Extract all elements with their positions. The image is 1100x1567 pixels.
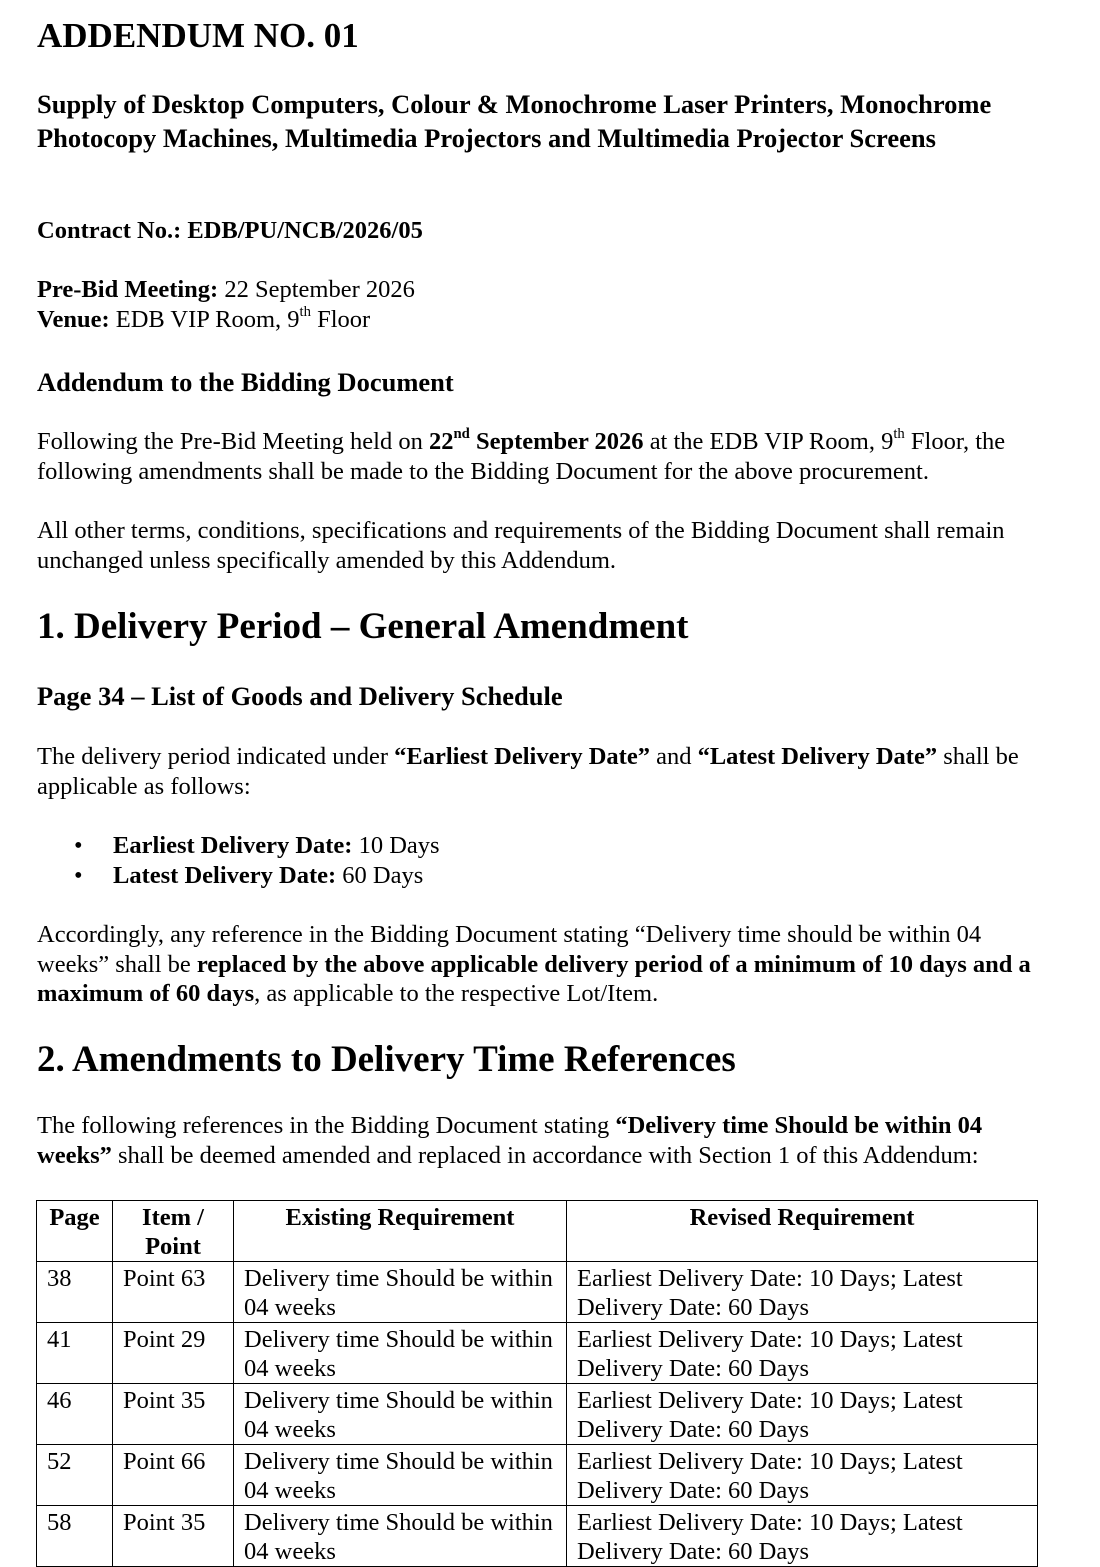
s2-text-c: shall be deemed amended and replaced in accordance with Section 1 of this Addendum: xyxy=(117,1141,979,1169)
cell-existing: Delivery time Should be within 04 weeks xyxy=(234,1262,567,1323)
cell-revised: Earliest Delivery Date: 10 Days; Latest Delivery Date: 60 Days xyxy=(567,1445,1038,1506)
list-item xyxy=(74,831,440,861)
intro-text-c: Floor, the following amendments shall be made to the Bidding Document for the above procurement. xyxy=(37,428,1006,485)
s1-p2-text-a: Accordingly, any reference in the Bidding Document stating “Delivery time should be within 04 weeks” shall be xyxy=(37,921,982,978)
contract-number-line xyxy=(37,216,423,246)
bullet-label: Earliest Delivery Date: xyxy=(113,832,353,859)
venue-line xyxy=(37,305,370,335)
delivery-dates-list xyxy=(74,831,440,890)
bullet-value: 60 Days xyxy=(342,861,424,889)
cell-item-point: Point 35 xyxy=(113,1384,234,1445)
column-header-revised: Revised Requirement xyxy=(567,1201,1038,1262)
prebid-label: Pre-Bid Meeting: xyxy=(37,276,219,303)
bullet-icon: • xyxy=(74,832,83,859)
venue-label: Venue: xyxy=(37,306,110,333)
table-header-row xyxy=(37,1201,1038,1262)
list-item xyxy=(74,861,440,891)
column-header-page: Page xyxy=(37,1201,113,1262)
document-title: ADDENDUM NO. 01 xyxy=(37,16,359,55)
s2-bold-quote: “Delivery time Should be within 04 weeks” xyxy=(37,1112,983,1169)
venue-floor: Floor xyxy=(317,306,371,333)
table-row xyxy=(37,1445,1038,1506)
cell-page: 58 xyxy=(37,1506,113,1567)
table-row xyxy=(37,1506,1038,1567)
amendments-table xyxy=(36,1200,1038,1567)
table-row xyxy=(37,1323,1038,1384)
column-header-existing: Existing Requirement xyxy=(234,1201,567,1262)
cell-item-point: Point 63 xyxy=(113,1262,234,1323)
s1-latest-term: “Latest Delivery Date” xyxy=(697,743,938,770)
contract-value: EDB/PU/NCB/2026/05 xyxy=(187,217,423,244)
unchanged-terms-paragraph: All other terms, conditions, specifications and requirements of the Bidding Document shall remain unchanged unless specifically amended by this Addendum. xyxy=(37,517,1005,574)
cell-page: 41 xyxy=(37,1323,113,1384)
cell-page: 38 xyxy=(37,1262,113,1323)
section-2-heading: 2. Amendments to Delivery Time References xyxy=(37,1039,736,1080)
cell-item-point: Point 35 xyxy=(113,1506,234,1567)
section-1-subheading: Page 34 – List of Goods and Delivery Schedule xyxy=(37,681,563,711)
intro-floor-ordinal: th xyxy=(893,425,905,442)
s1-text-e: shall be applicable as follows: xyxy=(37,743,1019,800)
intro-text-b: at the EDB VIP Room, 9 xyxy=(649,428,894,455)
cell-existing: Delivery time Should be within 04 weeks xyxy=(234,1445,567,1506)
column-header-item-point: Item / Point xyxy=(113,1201,234,1262)
venue-value: EDB VIP Room, 9 xyxy=(115,306,300,333)
prebid-meeting-line xyxy=(37,275,415,305)
meeting-date xyxy=(428,425,644,455)
procurement-subject: Supply of Desktop Computers, Colour & Monochrome Laser Printers, Monochrome Photocopy Machines, Multimedia Projectors and Multimedia Projector Screens xyxy=(37,89,992,153)
prebid-value: 22 September 2026 xyxy=(224,276,415,303)
cell-revised: Earliest Delivery Date: 10 Days; Latest Delivery Date: 60 Days xyxy=(567,1384,1038,1445)
section-2-paragraph xyxy=(37,1111,1042,1170)
contract-label: Contract No.: xyxy=(37,217,182,244)
bullet-icon: • xyxy=(74,861,83,889)
cell-existing: Delivery time Should be within 04 weeks xyxy=(234,1323,567,1384)
cell-page: 52 xyxy=(37,1445,113,1506)
cell-revised: Earliest Delivery Date: 10 Days; Latest Delivery Date: 60 Days xyxy=(567,1506,1038,1567)
meeting-date-rest: September 2026 xyxy=(475,428,644,455)
s1-text-a: The delivery period indicated under xyxy=(37,743,389,770)
cell-item-point: Point 66 xyxy=(113,1445,234,1506)
s1-text-c: and xyxy=(656,743,692,770)
intro-text-a: Following the Pre-Bid Meeting held on xyxy=(37,428,423,455)
cell-item-point: Point 29 xyxy=(113,1323,234,1384)
venue-ordinal: th xyxy=(299,303,311,320)
s2-text-a: The following references in the Bidding Document stating xyxy=(37,1112,610,1139)
accordingly-paragraph xyxy=(37,920,1042,1009)
s1-earliest-term: “Earliest Delivery Date” xyxy=(394,743,650,770)
meeting-date-day: 22 xyxy=(428,428,454,455)
cell-existing: Delivery time Should be within 04 weeks xyxy=(234,1506,567,1567)
intro-paragraph xyxy=(37,427,1042,486)
section-1-paragraph xyxy=(37,742,1042,801)
table-row xyxy=(37,1384,1038,1445)
s1-p2-text-c: , as applicable to the respective Lot/Item. xyxy=(254,980,659,1007)
s1-p2-bold: replaced by the above applicable delivery period of a minimum of 10 days and a maximum of 60 days xyxy=(37,950,1031,1007)
bullet-label: Latest Delivery Date: xyxy=(113,861,337,889)
table-row xyxy=(37,1262,1038,1323)
meeting-date-ordinal: nd xyxy=(453,425,470,442)
cell-page: 46 xyxy=(37,1384,113,1445)
bullet-value: 10 Days xyxy=(358,832,440,859)
cell-revised: Earliest Delivery Date: 10 Days; Latest Delivery Date: 60 Days xyxy=(567,1262,1038,1323)
addendum-heading: Addendum to the Bidding Document xyxy=(37,367,454,397)
cell-revised: Earliest Delivery Date: 10 Days; Latest Delivery Date: 60 Days xyxy=(567,1323,1038,1384)
cell-existing: Delivery time Should be within 04 weeks xyxy=(234,1384,567,1445)
section-1-heading: 1. Delivery Period – General Amendment xyxy=(37,606,689,647)
